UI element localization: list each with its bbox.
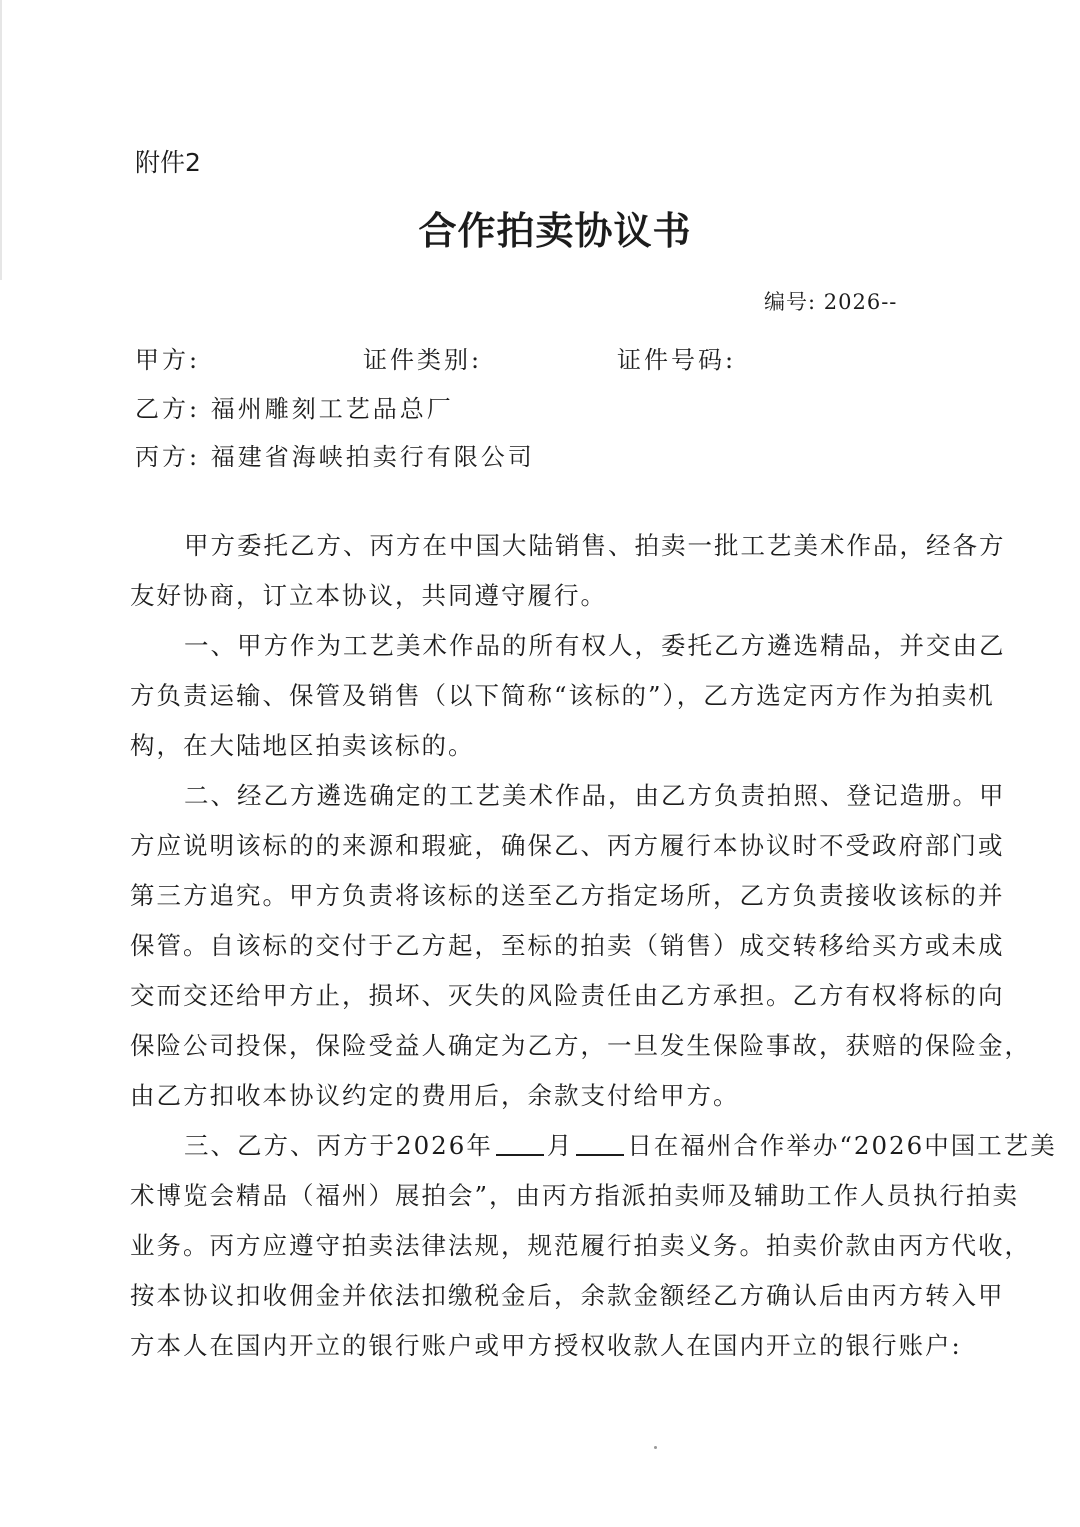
clause3-line: 业务。丙方应遵守拍卖法律法规，规范履行拍卖义务。拍卖价款由丙方代收， <box>130 1231 1031 1260</box>
party-c: 丙方: 福建省海峡拍卖行有限公司 <box>135 443 535 471</box>
clause1-line: 方负责运输、保管及销售（以下简称“该标的”），乙方选定丙方作为拍卖机 <box>130 681 995 710</box>
clause2-line: 由乙方扣收本协议约定的费用后，余款支付给甲方。 <box>130 1081 740 1110</box>
cert-type-label: 证件类别: <box>363 346 483 374</box>
month-blank <box>496 1153 544 1156</box>
clause2-line: 保管。自该标的交付于乙方起，至标的拍卖（销售）成交转移给买方或未成 <box>130 931 1005 960</box>
clause3-line: 方本人在国内开立的银行账户或甲方授权收款人在国内开立的银行账户: <box>130 1331 962 1360</box>
day-blank <box>576 1153 624 1156</box>
document-number: 编号: 2026-- <box>764 290 898 314</box>
intro-line: 甲方委托乙方、丙方在中国大陆销售、拍卖一批工艺美术作品，经各方 <box>184 531 1006 560</box>
clause3-part-a: 三、乙方、丙方于2026年 <box>184 1131 493 1160</box>
clause2-line: 二、经乙方遴选确定的工艺美术作品，由乙方负责拍照、登记造册。甲 <box>184 781 1006 810</box>
document-title: 合作拍卖协议书 <box>418 209 692 253</box>
clause3-first-line <box>184 1131 1057 1160</box>
cert-number-label: 证件号码: <box>617 346 737 374</box>
clause3-line: 按本协议扣收佣金并依法扣缴税金后，余款金额经乙方确认后由丙方转入甲 <box>130 1281 1005 1310</box>
clause3-part-c: 日在福州合作举办“2026中国工艺美 <box>627 1131 1057 1160</box>
clause2-line: 保险公司投保，保险受益人确定为乙方，一旦发生保险事故，获赔的保险金， <box>130 1031 1031 1060</box>
clause2-line: 交而交还给甲方止，损坏、灭失的风险责任由乙方承担。乙方有权将标的向 <box>130 981 1005 1010</box>
clause1-line: 一、甲方作为工艺美术作品的所有权人，委托乙方遴选精品，并交由乙 <box>184 631 1006 660</box>
intro-line: 友好协商，订立本协议，共同遵守履行。 <box>130 581 607 610</box>
party-a-label: 甲方: <box>135 346 201 374</box>
party-b: 乙方: 福州雕刻工艺品总厂 <box>135 395 454 423</box>
clause1-line: 构，在大陆地区拍卖该标的。 <box>130 731 475 760</box>
clause3-part-b: 月 <box>546 1131 574 1160</box>
clause2-line: 方应说明该标的的来源和瑕疵，确保乙、丙方履行本协议时不受政府部门或 <box>130 831 1005 860</box>
clause2-line: 第三方追究。甲方负责将该标的送至乙方指定场所，乙方负责接收该标的并 <box>130 881 1005 910</box>
attachment-label: 附件2 <box>135 148 201 177</box>
scan-speck <box>654 1446 657 1449</box>
clause3-line: 术博览会精品（福州）展拍会”，由丙方指派拍卖师及辅助工作人员执行拍卖 <box>130 1181 1020 1210</box>
